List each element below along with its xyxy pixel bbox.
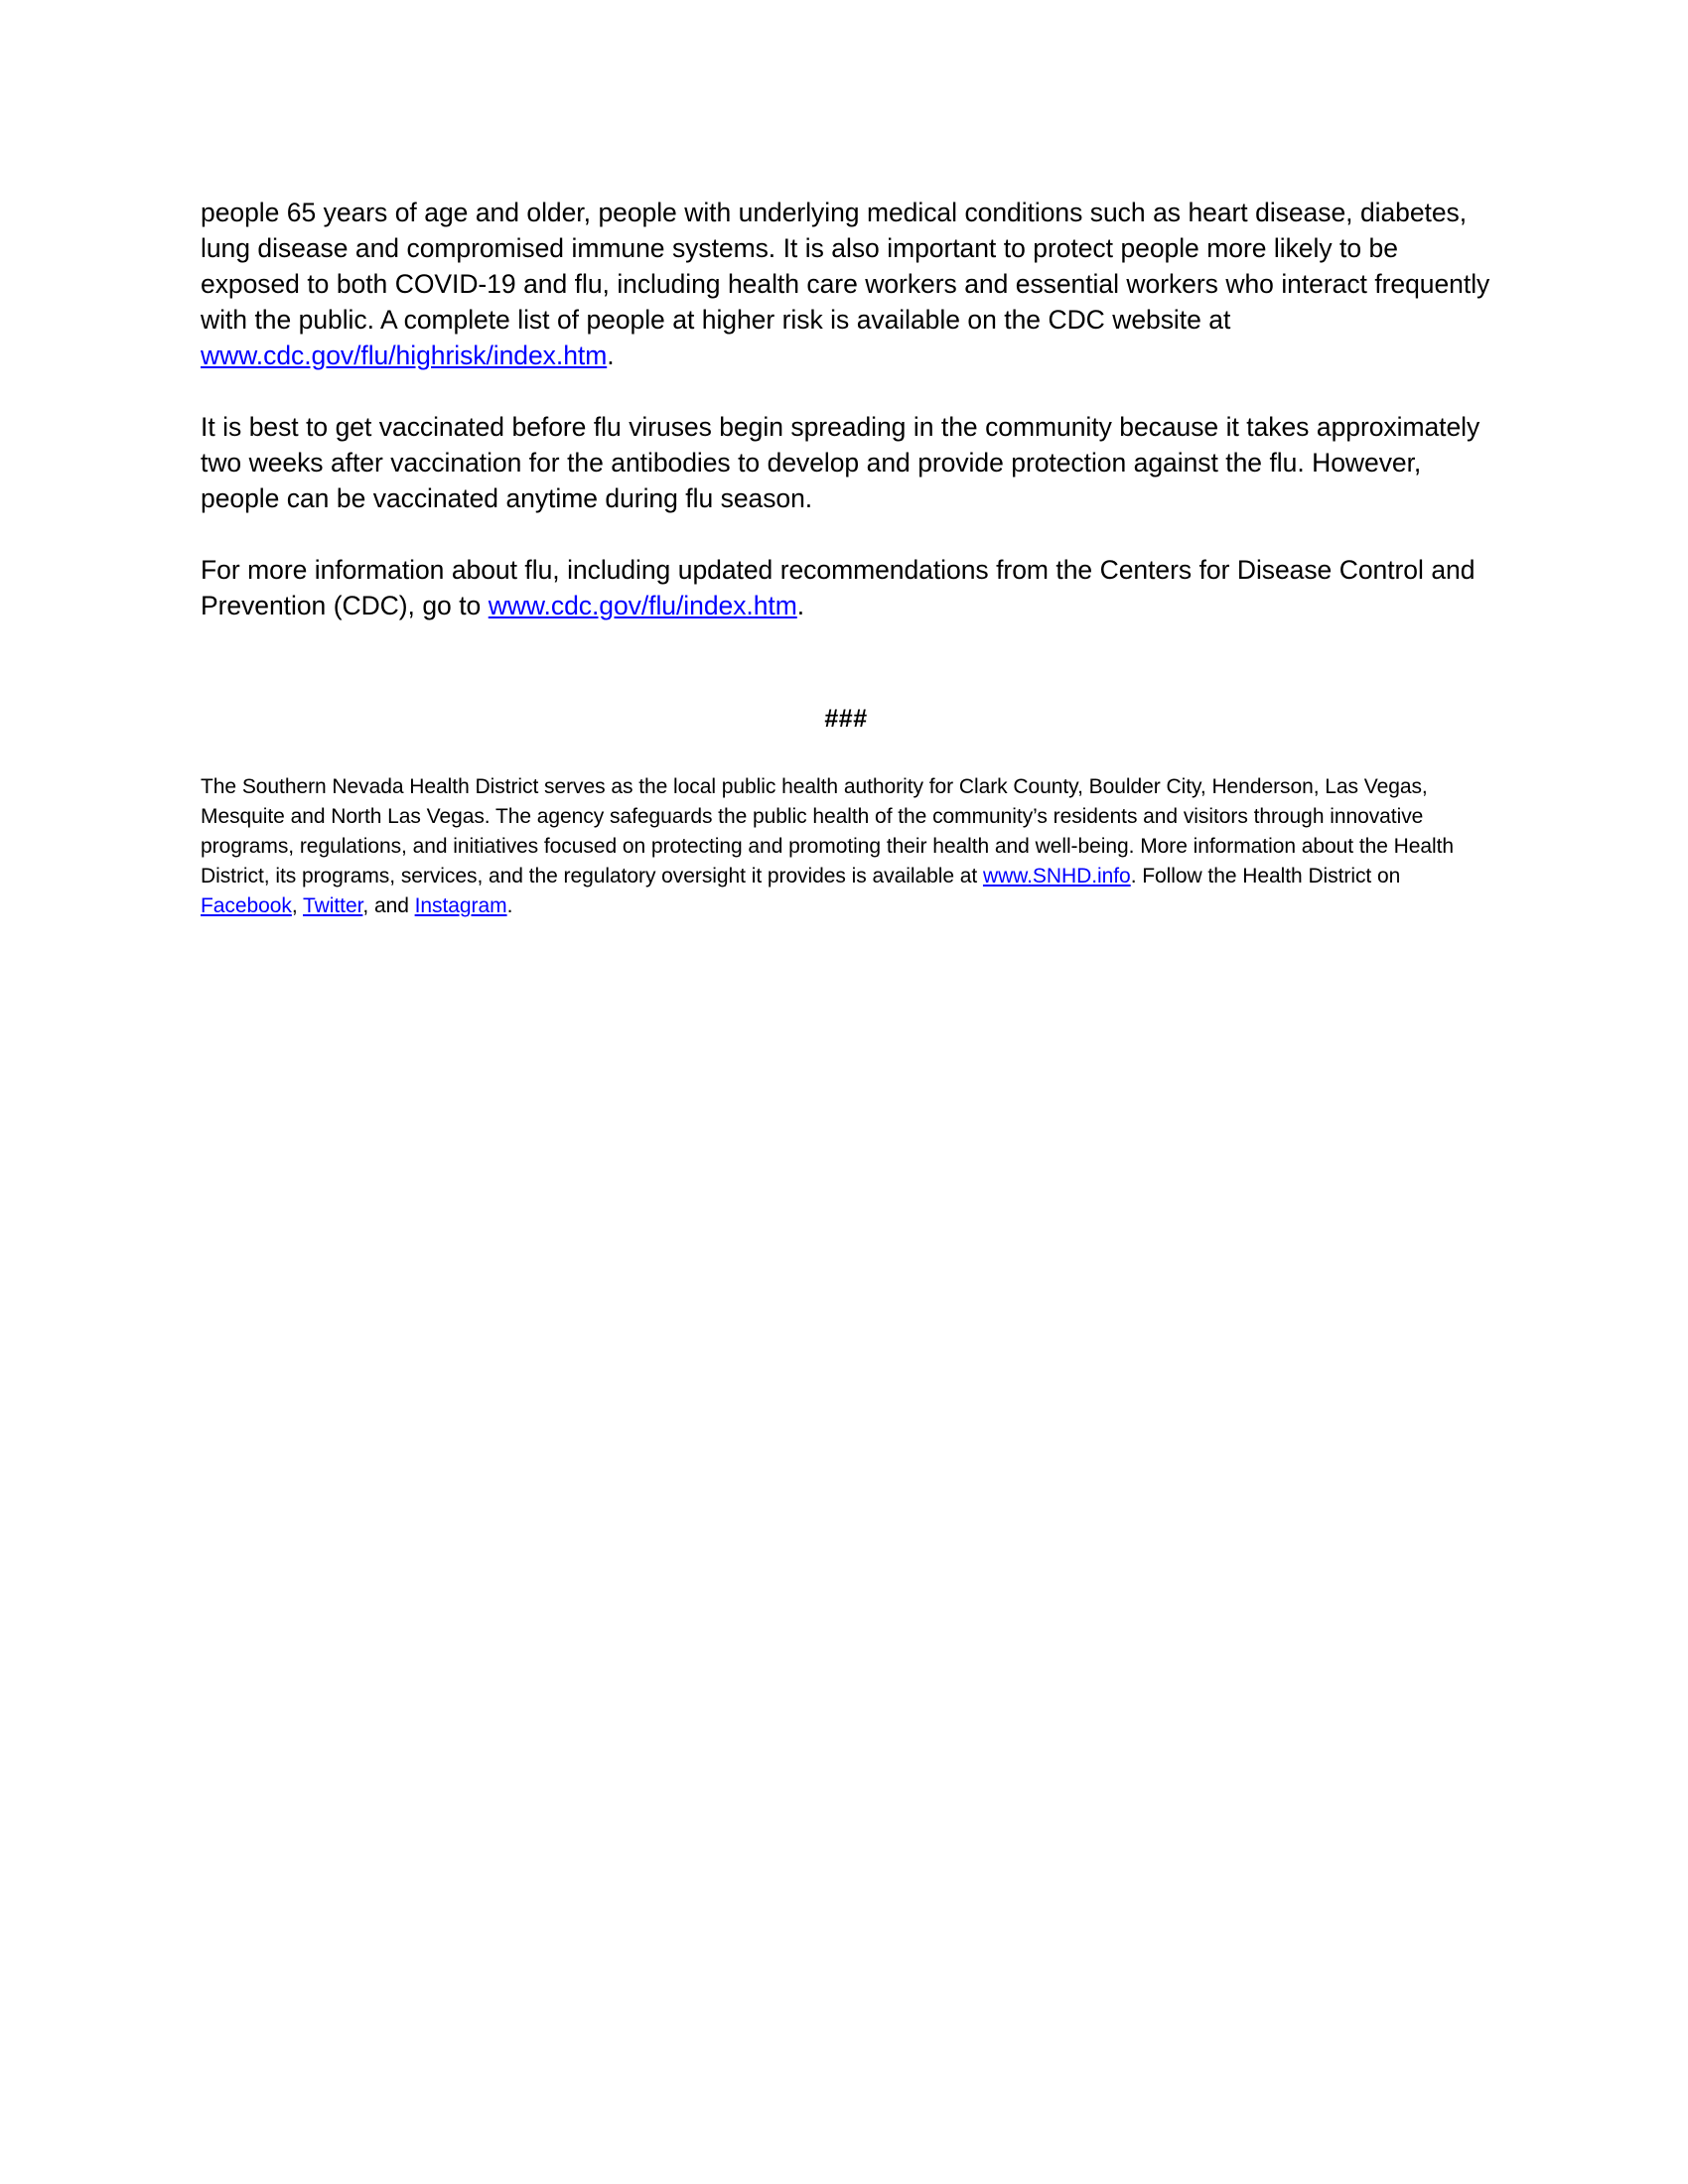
paragraph-high-risk (201, 195, 1491, 373)
facebook-link[interactable]: Facebook (201, 894, 292, 917)
paragraph-high-risk-text-2: . (607, 341, 615, 370)
cdc-highrisk-link[interactable]: www.cdc.gov/flu/highrisk/index.htm (201, 341, 608, 370)
end-of-release-marker: ### (824, 705, 868, 733)
twitter-link[interactable]: Twitter (303, 894, 363, 917)
boilerplate-text-end: . (506, 894, 513, 917)
end-of-release-divider (201, 702, 1491, 736)
boilerplate-text-after-link: . Follow the Health District on (1130, 865, 1401, 887)
paragraph-more-info (201, 552, 1491, 623)
boilerplate-text-before-link: The Southern Nevada Health District serves as the local public health authority for Clark County, Boulder City, Henderson, Las Vegas, Mesquite and North Las Vegas. The agency safeguards the public health of the community’s residents and visitors through innovative programs, regulations, and initiatives focused on protecting and promoting their health and well-being. More information about the Health District, its programs, services, and the regulatory oversight it provides is available at (201, 775, 1455, 887)
boilerplate-separator-2: , and (362, 894, 415, 917)
organization-boilerplate (201, 772, 1460, 921)
paragraph-timing-text: It is best to get vaccinated before flu viruses begin spreading in the community because it takes approximately two weeks after vaccination for the antibodies to develop and provide protection against the flu. However, people can be vaccinated anytime during flu season. (201, 412, 1480, 513)
paragraph-high-risk-text-1: people 65 years of age and older, people with underlying medical conditions such as heart disease, diabetes, lung disease and compromised immune systems. It is also important to protect people more likely to be exposed to both COVID-19 and flu, including health care workers and essential workers who interact frequently with the public. A complete list of people at higher risk is available on the CDC website at (201, 198, 1490, 335)
cdc-flu-index-link[interactable]: www.cdc.gov/flu/index.htm (488, 591, 797, 620)
paragraph-more-info-text-1: For more information about flu, including updated recommendations from the Centers for Disease Control and Prevention (CDC), go to (201, 555, 1476, 620)
snhd-website-link[interactable]: www.SNHD.info (982, 865, 1131, 887)
boilerplate-separator-1: , (291, 894, 304, 917)
document-body (201, 195, 1491, 623)
paragraph-timing (201, 409, 1496, 516)
paragraph-more-info-text-2: . (796, 591, 805, 620)
instagram-link[interactable]: Instagram (414, 894, 507, 917)
